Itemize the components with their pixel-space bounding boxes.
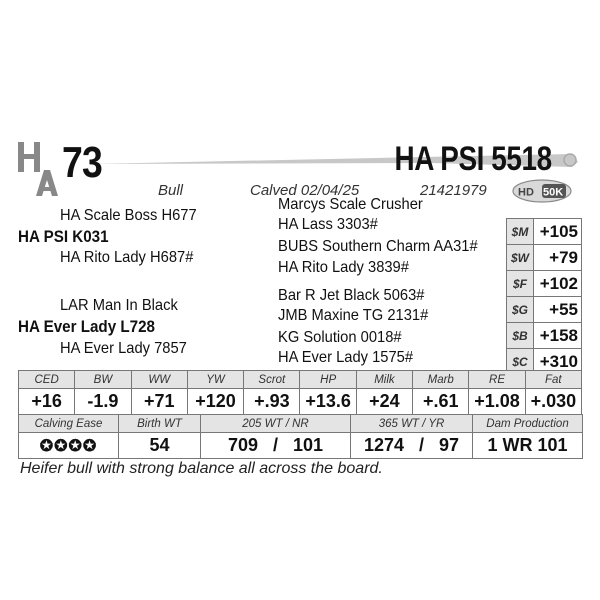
performance-value: 1274 / 97	[351, 433, 473, 459]
index-value: +55	[534, 297, 582, 323]
epd-value: +13.6	[300, 389, 356, 415]
index-label: $C	[507, 349, 534, 375]
performance-header: 365 WT / YR	[351, 415, 473, 433]
index-label: $G	[507, 297, 534, 323]
epd-value: +71	[131, 389, 187, 415]
hd50k-badge	[512, 179, 572, 203]
epd-header: Milk	[356, 371, 412, 389]
pedigree-dam-sire: LAR Man In Black	[60, 297, 178, 314]
pedigree-ancestor: BUBS Southern Charm AA31#	[278, 238, 478, 255]
performance-value: 54	[119, 433, 201, 459]
pedigree-ancestor: Marcys Scale Crusher	[278, 196, 423, 213]
performance-value: 709 / 101	[201, 433, 351, 459]
pedigree-ancestor: HA Ever Lady 1575#	[278, 349, 414, 366]
index-label: $M	[507, 219, 534, 245]
index-label: $W	[507, 245, 534, 271]
epd-value: -1.9	[75, 389, 131, 415]
epd-value: +.61	[413, 389, 469, 415]
index-row-m	[507, 219, 582, 245]
epd-header: Fat	[525, 371, 581, 389]
pedigree-ancestor: HA Lass 3303#	[278, 216, 378, 233]
epd-header: CED	[19, 371, 75, 389]
pedigree-dam-dam: HA Ever Lady 7857	[60, 340, 187, 357]
index-value: +79	[534, 245, 582, 271]
epd-header: BW	[75, 371, 131, 389]
lot-number: 73	[62, 138, 102, 187]
svg-text:50K: 50K	[543, 186, 564, 199]
calving-ease-stars: ✪✪✪✪	[19, 433, 119, 459]
performance-header: Dam Production	[473, 415, 583, 433]
index-value: +102	[534, 271, 582, 297]
epd-header: Marb	[413, 371, 469, 389]
epd-value: +24	[356, 389, 412, 415]
index-row-f	[507, 271, 582, 297]
comment-text: Heifer bull with strong balance all across the board.	[20, 460, 383, 477]
index-label: $F	[507, 271, 534, 297]
index-value: +310	[534, 349, 582, 375]
registration-number: 21421979	[420, 182, 487, 199]
epd-value: +.93	[244, 389, 300, 415]
index-value: +105	[534, 219, 582, 245]
animal-name: HA PSI 5518	[394, 140, 552, 178]
epd-header: Scrot	[244, 371, 300, 389]
performance-header: 205 WT / NR	[201, 415, 351, 433]
performance-header: Birth WT	[119, 415, 201, 433]
epd-table	[18, 370, 582, 415]
pedigree-ancestor: JMB Maxine TG 2131#	[278, 307, 429, 324]
epd-header: RE	[469, 371, 525, 389]
svg-text:HD: HD	[518, 186, 534, 199]
performance-table	[18, 414, 583, 459]
index-value: +158	[534, 323, 582, 349]
index-label: $B	[507, 323, 534, 349]
index-row-w	[507, 245, 582, 271]
index-row-b	[507, 323, 582, 349]
epd-value: +1.08	[469, 389, 525, 415]
pedigree-dam: HA Ever Lady L728	[18, 318, 155, 336]
ha-brand-logo	[16, 140, 60, 198]
sex-label: Bull	[158, 182, 184, 199]
epd-value: +.030	[525, 389, 581, 415]
performance-header-row	[19, 415, 583, 433]
epd-header-row	[19, 371, 582, 389]
epd-header: YW	[187, 371, 243, 389]
epd-header: HP	[300, 371, 356, 389]
pedigree-sire-dam: HA Rito Lady H687#	[60, 249, 194, 266]
performance-header: Calving Ease	[19, 415, 119, 433]
epd-value: +16	[19, 389, 75, 415]
pedigree-sire: HA PSI K031	[18, 228, 109, 246]
calved-date: Calved 02/04/25	[250, 182, 360, 199]
pedigree-ancestor: HA Rito Lady 3839#	[278, 259, 409, 276]
index-row-g	[507, 297, 582, 323]
pedigree-ancestor: Bar R Jet Black 5063#	[278, 287, 425, 304]
pedigree-sire-sire: HA Scale Boss H677	[60, 207, 197, 224]
performance-value: 1 WR 101	[473, 433, 583, 459]
index-table	[506, 218, 582, 375]
epd-value: +120	[187, 389, 243, 415]
pedigree-ancestor: KG Solution 0018#	[278, 329, 402, 346]
epd-value-row	[19, 389, 582, 415]
performance-value-row	[19, 433, 583, 459]
epd-header: WW	[131, 371, 187, 389]
